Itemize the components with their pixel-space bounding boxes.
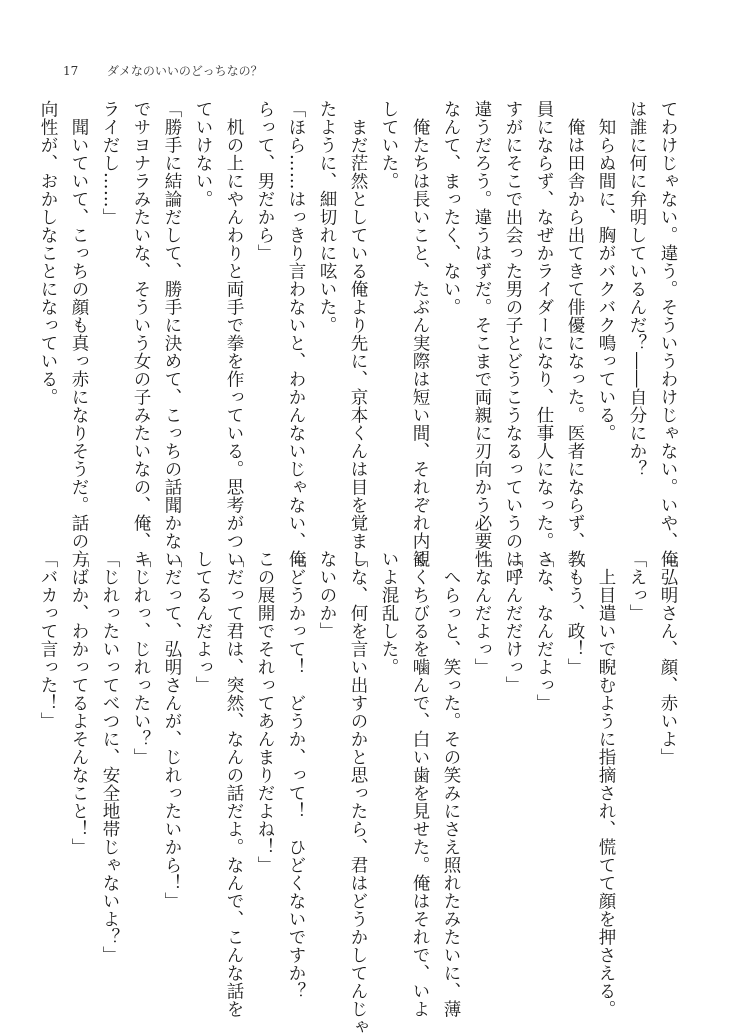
text-column: 俺たちは長いこと、たぶん実際は短い間、それぞれ内観 [410, 100, 430, 568]
text-column: まだ茫然としている俺より先に、京本くんは目を覚まし [348, 100, 368, 568]
text-column: 「どうかって！ どうか、って！ ひどくないですか？ [286, 550, 306, 1000]
text-column: 「な、何を言い出すのかと思ったら、君はどうかしてんじゃ [348, 550, 368, 1036]
text-column: ライだし……」 [100, 100, 120, 226]
text-column: 「なんだよっ」 [472, 550, 492, 676]
text-column: 「だって君は、突然、なんの話だよ。なんで、こんな話を [224, 550, 244, 1018]
text-column: 知らぬ間に、胸がバクバク鳴っている。 [596, 100, 616, 442]
text-column: へらっと、笑った。その笑みにさえ照れたみたいに、薄 [441, 550, 461, 1018]
text-column: 上目遣いで睨むように指摘され、慌てて顔を押さえる。 [596, 550, 616, 1018]
text-column: らって、男だから」 [255, 100, 275, 262]
text-column: は誰に何に弁明しているんだ？――自分にか？ [627, 100, 647, 478]
page-number: 17 [63, 64, 79, 78]
text-column: 聞いていて、こっちの顔も真っ赤になりそうだ。話の方 [69, 100, 89, 568]
text-column: ないのか」 [317, 550, 337, 640]
text-column: 「弘明さん、顔、赤いよ」 [658, 550, 678, 766]
text-column: 「バカって言った！」 [38, 550, 58, 730]
text-column: 「な、なんだよっ」 [534, 550, 554, 712]
text-column: でサヨナラみたいな、そういう女の子みたいなの、俺、キ [131, 100, 151, 568]
text-column: 机の上にやんわりと両手で拳を作っている。思考がつい [224, 100, 244, 568]
text-column: していた。 [379, 100, 399, 190]
running-title: ダメなのいいのどっちなの？ [106, 64, 263, 78]
text-column: 「勝手に結論だして、勝手に決めて、こっちの話聞かない [162, 100, 182, 568]
text-column: 「じれっ、じれったい？」 [131, 550, 151, 766]
text-column: たように、細切れに呟いた。 [317, 100, 337, 334]
text-column: すがにそこで出会った男の子とどうこうなるっていうのは、 [503, 100, 523, 586]
text-column: 員にならず、なぜかライダーになり、仕事人になった。さ [534, 100, 554, 568]
text-column: してるんだよっ」 [193, 550, 213, 694]
text-column: なんて、まったく、ない。 [441, 100, 461, 316]
text-column: 「じれったいってべつに、安全地帯じゃないよ？」 [100, 550, 120, 964]
text-column: 「だって、弘明さんが、じれったいから！」 [162, 550, 182, 910]
text-column: 「もう、政！」 [565, 550, 585, 676]
text-column: 「えっ」 [627, 550, 647, 622]
text-column: 俺は田舎から出てきて俳優になった。医者にならず、教 [565, 100, 585, 568]
running-header [63, 62, 263, 79]
text-column: 「ほら……はっきり言わないと、わかんないじゃない、俺 [286, 100, 306, 568]
text-column: この展開でそれってあんまりだよね！」 [255, 550, 275, 874]
text-column: 違うだろう。違うはずだ。そこまで両親に刃向かう必要性 [472, 100, 492, 568]
lower-text-block [38, 100, 680, 1036]
text-column: ていけない。 [193, 100, 213, 208]
text-column: くくちびるを噛んで、白い歯を見せた。俺はそれで、いよ [410, 550, 430, 1018]
text-column: 「呼んだだけっ」 [503, 550, 523, 694]
text-column: 向性が、おかしなことになっている。 [38, 100, 58, 406]
text-column: てわけじゃない。違う。そういうわけじゃない。いや、俺 [658, 100, 678, 568]
text-column: いよ混乱した。 [379, 550, 399, 676]
text-column: 「ばか、わかってるよそんなこと！」 [69, 550, 89, 856]
